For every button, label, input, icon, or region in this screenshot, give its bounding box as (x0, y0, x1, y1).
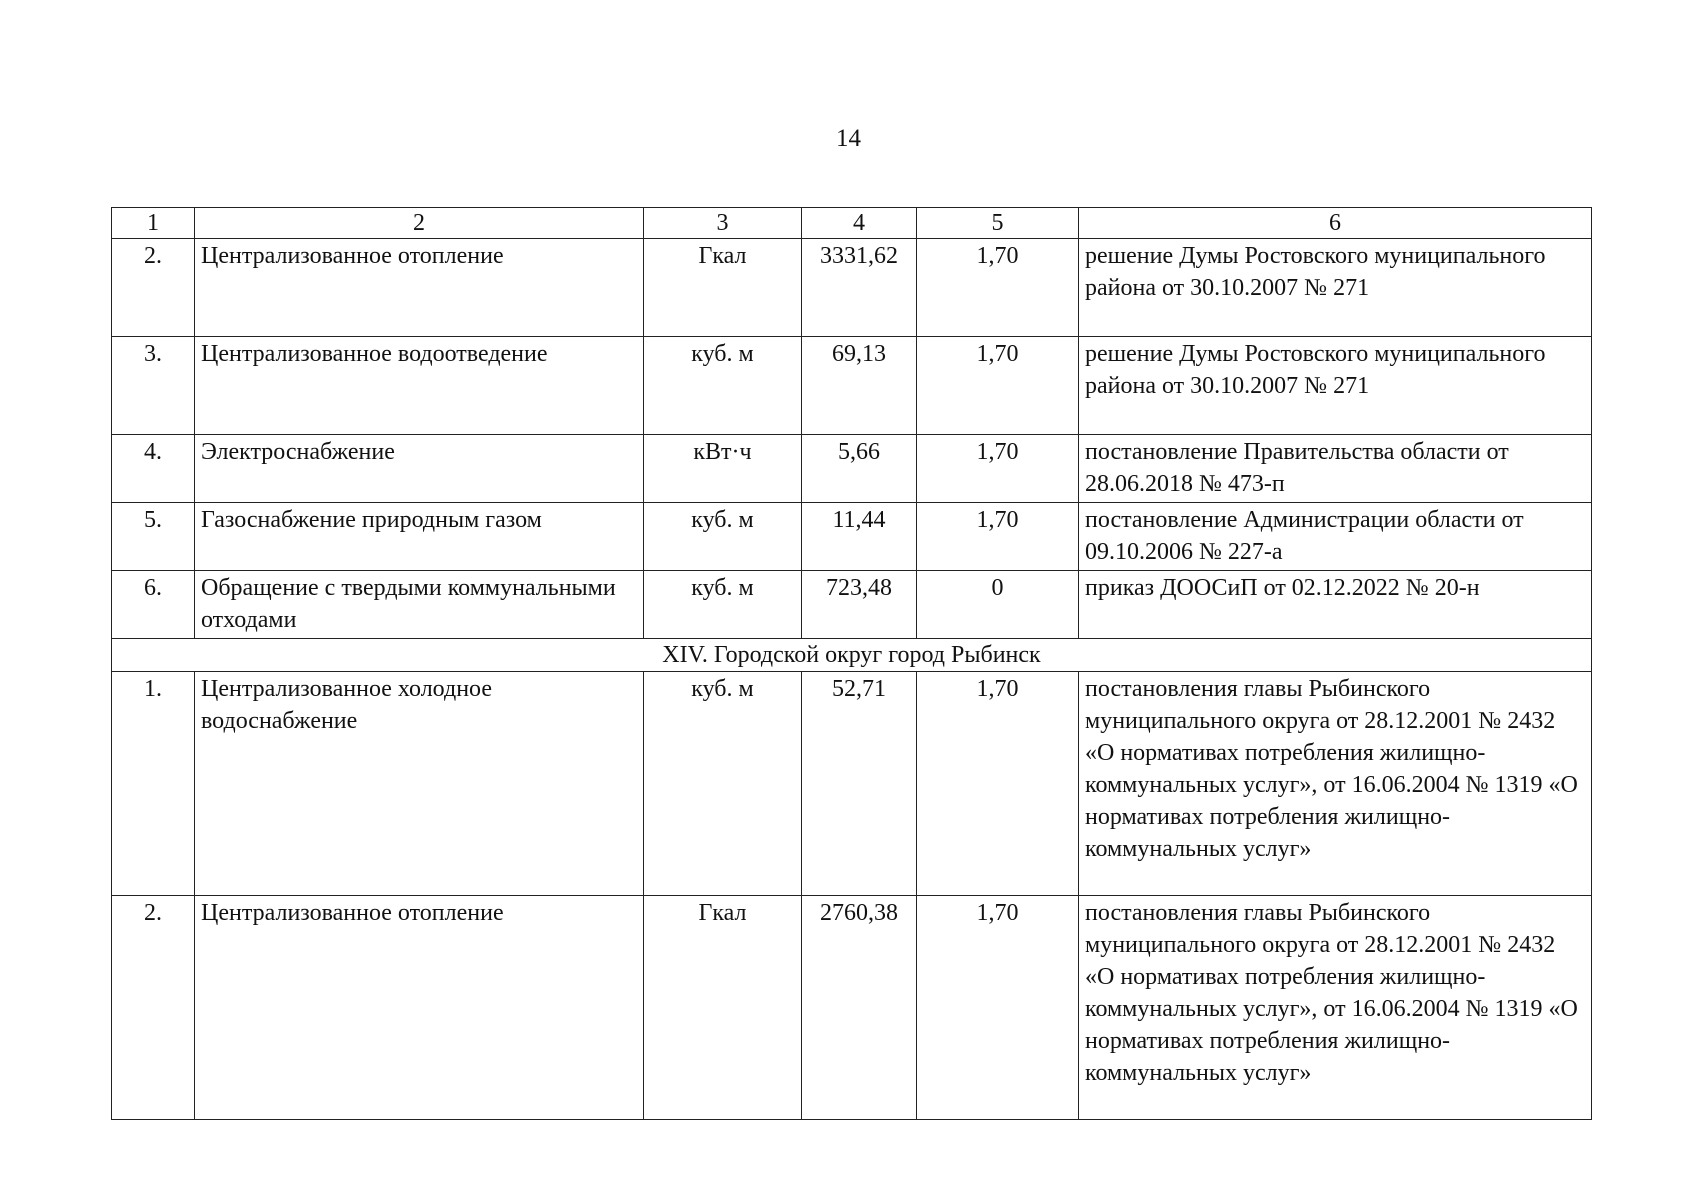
row-number: 6. (112, 571, 195, 639)
unit: Гкал (644, 896, 802, 1120)
column-header: 4 (802, 208, 917, 239)
unit: кВт·ч (644, 435, 802, 503)
table-row (112, 435, 1592, 503)
tariff-value: 5,66 (802, 435, 917, 503)
coefficient: 1,70 (917, 672, 1079, 896)
unit: куб. м (644, 571, 802, 639)
column-header: 6 (1079, 208, 1592, 239)
row-number: 3. (112, 337, 195, 435)
table-row (112, 503, 1592, 571)
row-number: 5. (112, 503, 195, 571)
table-row (112, 337, 1592, 435)
service-name: Обращение с твердыми коммунальными отходами (195, 571, 644, 639)
table-row (112, 239, 1592, 337)
coefficient: 0 (917, 571, 1079, 639)
table-row (112, 571, 1592, 639)
legal-basis: постановления главы Рыбинского муниципального округа от 28.12.2001 № 2432 «О нормативах потребления жилищно-коммунальных услуг», от 16.06.2004 № 1319 «О нормативах потребления жилищно-коммунальных услуг» (1079, 896, 1592, 1120)
page-number: 14 (836, 125, 861, 152)
legal-basis: постановление Правительства области от 28.06.2018 № 473-п (1079, 435, 1592, 503)
coefficient: 1,70 (917, 337, 1079, 435)
column-header: 2 (195, 208, 644, 239)
coefficient: 1,70 (917, 239, 1079, 337)
legal-basis: постановления главы Рыбинского муниципального округа от 28.12.2001 № 2432 «О нормативах потребления жилищно-коммунальных услуг», от 16.06.2004 № 1319 «О нормативах потребления жилищно-коммунальных услуг» (1079, 672, 1592, 896)
legal-basis: приказ ДООСиП от 02.12.2022 № 20-н (1079, 571, 1592, 639)
unit: куб. м (644, 672, 802, 896)
unit: куб. м (644, 337, 802, 435)
row-number: 2. (112, 239, 195, 337)
coefficient: 1,70 (917, 896, 1079, 1120)
column-header: 5 (917, 208, 1079, 239)
section-row (112, 639, 1592, 672)
tariff-value: 723,48 (802, 571, 917, 639)
table-row (112, 672, 1592, 896)
table-row (112, 896, 1592, 1120)
tariff-table (111, 207, 1592, 1120)
tariff-value: 52,71 (802, 672, 917, 896)
tariff-value: 3331,62 (802, 239, 917, 337)
legal-basis: решение Думы Ростовского муниципального района от 30.10.2007 № 271 (1079, 337, 1592, 435)
unit: куб. м (644, 503, 802, 571)
coefficient: 1,70 (917, 435, 1079, 503)
section-title: XIV. Городской округ город Рыбинск (112, 639, 1592, 672)
row-number: 2. (112, 896, 195, 1120)
column-header-row (112, 208, 1592, 239)
service-name: Централизованное отопление (195, 239, 644, 337)
service-name: Централизованное отопление (195, 896, 644, 1120)
tariff-value: 2760,38 (802, 896, 917, 1120)
coefficient: 1,70 (917, 503, 1079, 571)
tariff-value: 69,13 (802, 337, 917, 435)
service-name: Электроснабжение (195, 435, 644, 503)
legal-basis: постановление Администрации области от 09.10.2006 № 227-а (1079, 503, 1592, 571)
service-name: Газоснабжение природным газом (195, 503, 644, 571)
service-name: Централизованное водоотведение (195, 337, 644, 435)
column-header: 1 (112, 208, 195, 239)
service-name: Централизованное холодное водоснабжение (195, 672, 644, 896)
row-number: 4. (112, 435, 195, 503)
row-number: 1. (112, 672, 195, 896)
tariff-value: 11,44 (802, 503, 917, 571)
column-header: 3 (644, 208, 802, 239)
unit: Гкал (644, 239, 802, 337)
legal-basis: решение Думы Ростовского муниципального района от 30.10.2007 № 271 (1079, 239, 1592, 337)
